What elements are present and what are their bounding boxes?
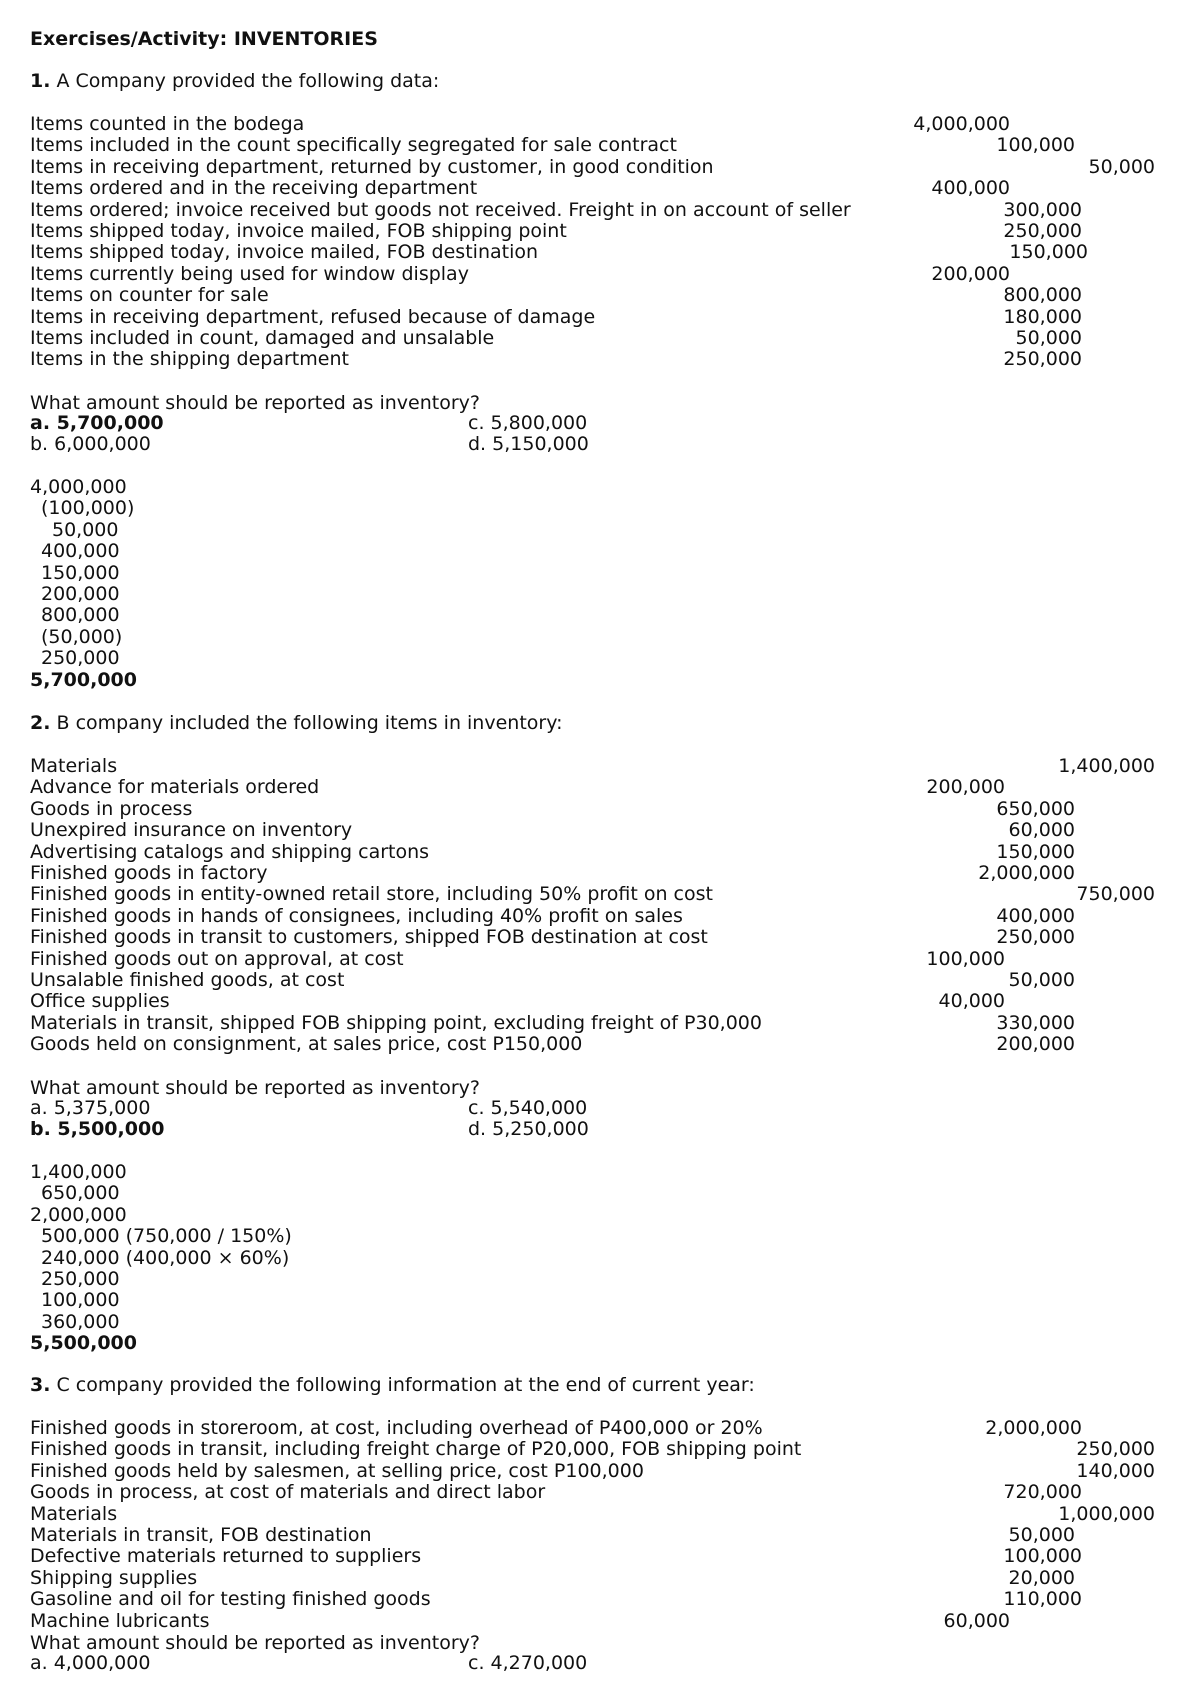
q2-choice-d: d. 5,250,000 [468,1118,589,1140]
line-item [30,135,1155,156]
line-item-label: Finished goods in hands of consignees, including 40% profit on sales [30,904,683,927]
line-item [30,1546,1155,1567]
line-item-amount: 110,000 [1003,1588,1082,1611]
line-item-amount: 180,000 [1003,305,1082,328]
solution-line: (100,000) [41,497,135,520]
line-item-label: Items included in the count specifically segregated for sale contract [30,134,677,157]
q1-solution [30,477,137,691]
q3-intro: C company provided the following information at the end of current year: [56,1374,755,1396]
line-item [30,1525,1155,1546]
line-item-amount: 50,000 [1015,326,1082,349]
line-item-label: Items in receiving department, returned by customer, in good condition [30,155,714,178]
line-item [30,1013,1155,1034]
q1-intro: A Company provided the following data: [56,70,440,92]
line-item-amount: 1,000,000 [1058,1502,1155,1525]
line-item-label: Shipping supplies [30,1566,198,1589]
q3-question: What amount should be reported as inventory? [30,1632,480,1654]
line-item [30,1034,1155,1055]
line-item [30,114,1155,135]
q2-choice-c: c. 5,540,000 [468,1097,588,1119]
line-item [30,820,1155,841]
line-item [30,1482,1155,1503]
solution-total: 5,500,000 [30,1332,137,1355]
line-item-label: Materials [30,755,118,777]
line-item-label: Materials in transit, FOB destination [30,1523,372,1546]
line-item [30,349,1155,370]
line-item-amount: 2,000,000 [985,1417,1082,1439]
q3-heading [30,1374,755,1396]
line-item-amount: 60,000 [943,1609,1010,1632]
line-item [30,157,1155,178]
q1-question: What amount should be reported as inventory? [30,392,480,414]
q2-number: 2. [30,712,51,734]
line-item [30,221,1155,242]
line-item-label: Items shipped today, invoice mailed, FOB destination [30,241,539,264]
line-item [30,842,1155,863]
line-item-amount: 720,000 [1003,1481,1082,1504]
q1-choice-d: d. 5,150,000 [468,433,589,455]
line-item [30,285,1155,306]
line-item-amount: 250,000 [1003,348,1082,371]
line-item-amount: 100,000 [926,947,1005,970]
line-item-amount: 150,000 [996,840,1075,863]
line-item [30,1461,1155,1482]
document-title: Exercises/Activity: INVENTORIES [30,28,378,50]
solution-line: 500,000 (750,000 / 150%) [41,1225,292,1248]
line-item [30,1611,1155,1632]
line-item-amount: 20,000 [1008,1566,1075,1589]
line-item-amount: 250,000 [996,926,1075,949]
line-item [30,1439,1155,1460]
line-item-label: Unsalable finished goods, at cost [30,968,345,991]
q3-number: 3. [30,1374,51,1396]
solution-line: 4,000,000 [30,476,127,498]
line-item-amount: 250,000 [1076,1438,1155,1461]
q2-choice-a: a. 5,375,000 [30,1097,151,1119]
line-item [30,949,1155,970]
line-item [30,307,1155,328]
line-item-amount: 4,000,000 [913,113,1010,135]
q2-item-list [30,756,1155,1055]
solution-line: (50,000) [41,625,123,648]
line-item-label: Items in the shipping department [30,348,349,371]
line-item-label: Items included in count, damaged and unsalable [30,326,495,349]
solution-line: 360,000 [41,1310,120,1333]
line-item-label: Defective materials returned to suppliers [30,1545,422,1568]
line-item-label: Machine lubricants [30,1609,210,1632]
line-item [30,200,1155,221]
line-item-amount: 400,000 [996,904,1075,927]
line-item-amount: 300,000 [1003,198,1082,221]
solution-line: 2,000,000 [30,1203,127,1226]
solution-line: 50,000 [52,518,119,541]
line-item [30,756,1155,777]
line-item-amount: 40,000 [938,990,1005,1013]
line-item-label: Finished goods in storeroom, at cost, including overhead of P400,000 or 20% [30,1417,763,1439]
line-item [30,991,1155,1012]
q3-choice-c: c. 4,270,000 [468,1652,588,1674]
line-item-label: Finished goods in factory [30,861,268,884]
line-item-label: Office supplies [30,990,170,1013]
line-item-amount: 650,000 [996,797,1075,820]
line-item-label: Finished goods in transit, including freight charge of P20,000, FOB shipping point [30,1438,802,1461]
line-item-amount: 200,000 [926,776,1005,799]
q1-heading [30,70,439,92]
line-item-label: Items in receiving department, refused because of damage [30,305,596,328]
line-item-label: Goods in process [30,797,193,820]
line-item-label: Finished goods out on approval, at cost [30,947,404,970]
line-item [30,906,1155,927]
solution-line: 1,400,000 [30,1161,127,1183]
q1-choice-c: c. 5,800,000 [468,412,588,434]
line-item [30,328,1155,349]
line-item-amount: 750,000 [1076,883,1155,906]
line-item-label: Items on counter for sale [30,284,269,307]
line-item [30,178,1155,199]
line-item-amount: 100,000 [996,134,1075,157]
line-item [30,264,1155,285]
line-item [30,1504,1155,1525]
line-item-amount: 150,000 [1009,241,1088,264]
solution-line: 250,000 [41,1267,120,1290]
line-item-label: Materials in transit, shipped FOB shipping point, excluding freight of P30,000 [30,1011,762,1034]
solution-line: 100,000 [41,1289,120,1312]
solution-line: 800,000 [41,604,120,627]
line-item [30,970,1155,991]
line-item [30,927,1155,948]
line-item-amount: 100,000 [1003,1545,1082,1568]
solution-total: 5,700,000 [30,668,137,691]
q2-heading [30,712,562,734]
line-item-label: Finished goods held by salesmen, at selling price, cost P100,000 [30,1459,644,1482]
solution-line: 250,000 [41,647,120,670]
line-item [30,1589,1155,1610]
line-item-label: Materials [30,1502,118,1525]
solution-line: 150,000 [41,561,120,584]
line-item-amount: 200,000 [931,262,1010,285]
q3-choice-a: a. 4,000,000 [30,1652,151,1674]
line-item-label: Advertising catalogs and shipping cartons [30,840,430,863]
solution-line: 240,000 (400,000 × 60%) [41,1246,290,1269]
q2-intro: B company included the following items in inventory: [56,712,563,734]
line-item-label: Unexpired insurance on inventory [30,819,353,842]
q2-question: What amount should be reported as inventory? [30,1077,480,1099]
line-item [30,242,1155,263]
line-item-amount: 200,000 [996,1033,1075,1056]
line-item-label: Items counted in the bodega [30,113,305,135]
line-item-label: Goods held on consignment, at sales price, cost P150,000 [30,1033,583,1056]
line-item-label: Items shipped today, invoice mailed, FOB shipping point [30,219,567,242]
line-item-amount: 330,000 [996,1011,1075,1034]
q3-item-list [30,1418,1155,1632]
line-item [30,799,1155,820]
line-item-amount: 60,000 [1008,819,1075,842]
line-item [30,1418,1155,1439]
line-item [30,863,1155,884]
line-item-amount: 800,000 [1003,284,1082,307]
line-item-label: Items ordered; invoice received but goods not received. Freight in on account of seller [30,198,851,221]
line-item-label: Gasoline and oil for testing finished goods [30,1588,431,1611]
line-item [30,1568,1155,1589]
line-item-amount: 250,000 [1003,219,1082,242]
line-item-amount: 50,000 [1088,155,1155,178]
line-item-amount: 50,000 [1008,1523,1075,1546]
q1-item-list [30,114,1155,371]
line-item-label: Finished goods in entity-owned retail store, including 50% profit on cost [30,883,713,906]
line-item-amount: 140,000 [1076,1459,1155,1482]
line-item-label: Advance for materials ordered [30,776,320,799]
line-item-amount: 2,000,000 [978,861,1075,884]
q2-choice-b: b. 5,500,000 [30,1118,165,1140]
q1-number: 1. [30,70,51,92]
line-item-amount: 50,000 [1008,968,1075,991]
q1-choice-a: a. 5,700,000 [30,412,164,434]
line-item-amount: 400,000 [931,177,1010,200]
solution-line: 200,000 [41,582,120,605]
solution-line: 650,000 [41,1182,120,1205]
line-item-label: Items ordered and in the receiving department [30,177,478,200]
q1-choice-b: b. 6,000,000 [30,433,151,455]
q2-solution [30,1162,292,1355]
line-item-amount: 1,400,000 [1058,755,1155,777]
line-item-label: Goods in process, at cost of materials and direct labor [30,1481,546,1504]
line-item-label: Finished goods in transit to customers, shipped FOB destination at cost [30,926,708,949]
line-item [30,884,1155,905]
line-item-label: Items currently being used for window display [30,262,469,285]
solution-line: 400,000 [41,540,120,563]
line-item [30,777,1155,798]
